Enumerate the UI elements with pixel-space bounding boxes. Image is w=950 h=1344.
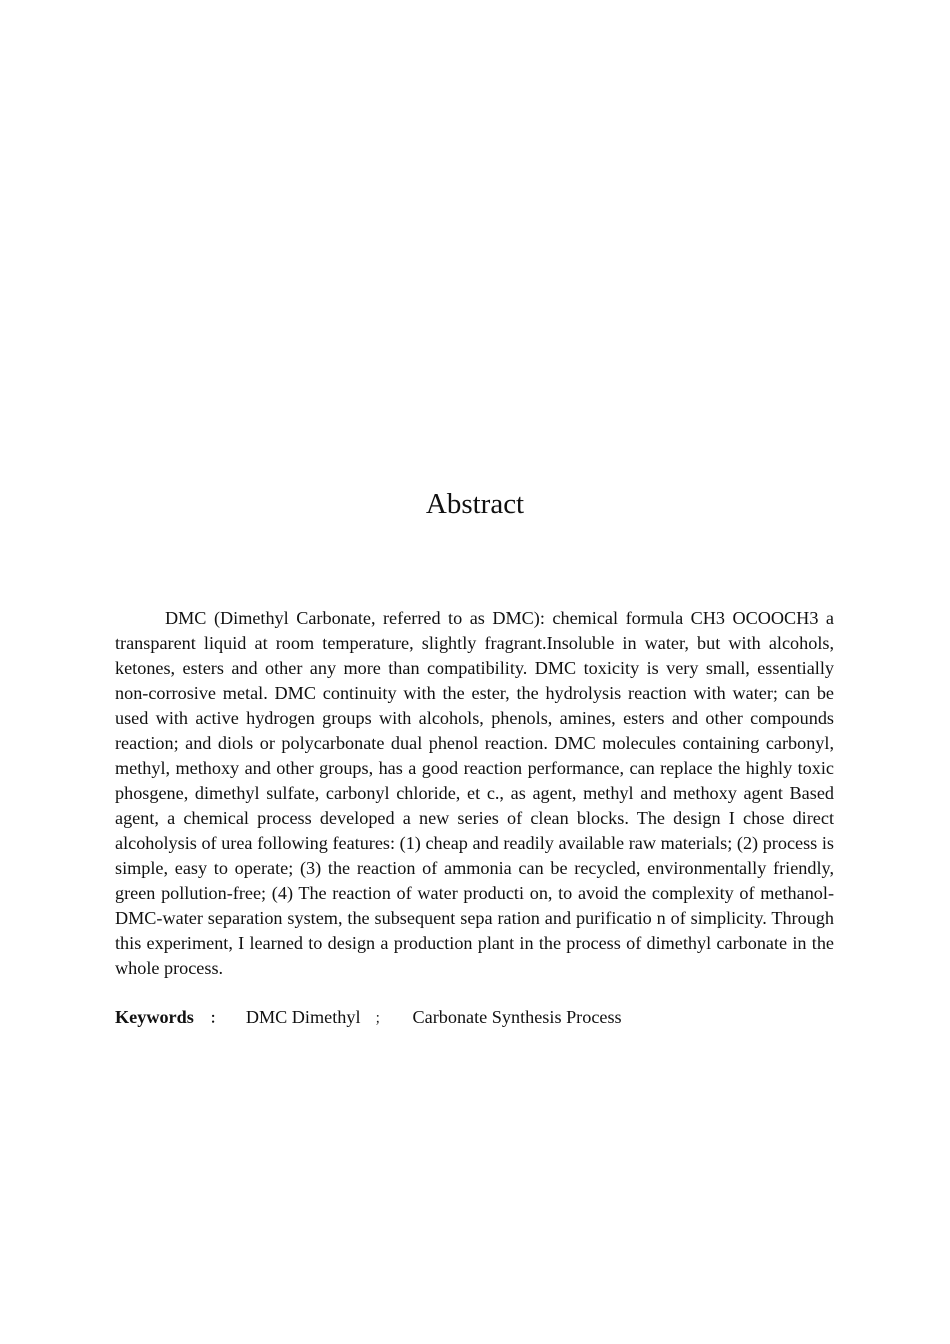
- abstract-title: Abstract: [425, 488, 525, 520]
- keywords-label: Keywords: [115, 1007, 194, 1027]
- keyword-separator: ；: [374, 1012, 389, 1027]
- keywords-line: [115, 1005, 834, 1032]
- abstract-body: DMC (Dimethyl Carbonate, referred to as DMC): chemical formula CH3 OCOOCH3 a transparent liquid at room temperature, slightly fragrant.Insoluble in water, but with alcohols, ketones, esters and other any more than compatibility. DMC toxicity is very small, essentially non-corrosive metal. DMC continuity with the ester, the hydrolysis reaction with water; can be used with active hydrogen groups with alcohols, phenols, amines, esters and other compounds reaction; and diols or polycarbonate dual phenol reaction. DMC molecules containing carbonyl, methyl, methoxy and other groups, has a good reaction performance, can replace the highly toxic phosgene, dimethyl sulfate, carbonyl chloride, et c., as agent, methyl and methoxy agent Based agent, a chemical process developed a new series of clean blocks. The design I chose direct alcoholysis of urea following features: (1) cheap and readily available raw materials; (2) process is simple, easy to operate; (3) the reaction of ammonia can be recycled, environmentally friendly, green pollution-free; (4) The reaction of water producti on, to avoid the complexity of methanol-DMC-water separation system, the subsequent sepa ration and purificatio n of simplicity. Through this experiment, I learned to design a production plant in the process of dimethyl carbonate in the whole process.: [115, 608, 834, 978]
- keyword-item: Carbonate Synthesis Process: [412, 1007, 622, 1027]
- keywords-colon: ：: [209, 1012, 224, 1027]
- keyword-item: DMC Dimethyl: [245, 1007, 361, 1027]
